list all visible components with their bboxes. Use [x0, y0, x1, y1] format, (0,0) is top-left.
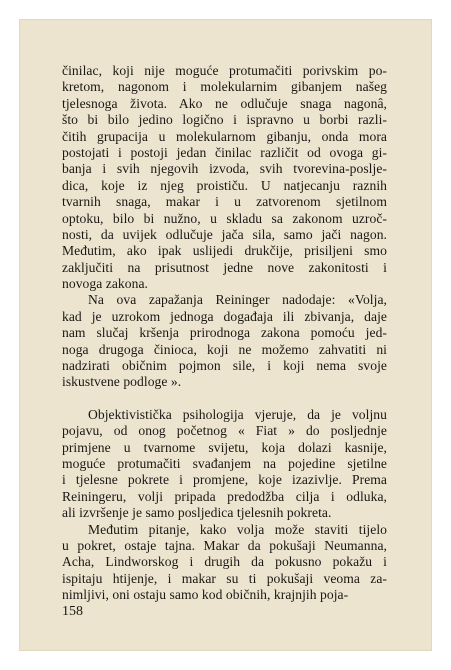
text-line: što bi bilo jedino logično i ispravno u borbi razli- — [62, 112, 387, 128]
text-line: primjene u tvarnome svijetu, koja dolazi kasnije, — [62, 439, 387, 455]
paragraph — [62, 292, 387, 390]
text-line: banja i svih njegovih izvoda, svih tvorevina-poslje- — [62, 161, 387, 177]
text-line: tjelesnoga života. Ako ne odlučuje snaga nagonâ, — [62, 95, 387, 111]
text-line: pojavu, od onog početnog « Fiat » do posljednje — [62, 423, 387, 439]
text-line: činilac, koji nije moguće protumačiti porivskim po- — [62, 63, 387, 78]
text-line: kretom, nagonom i molekularnim gibanjem našeg — [62, 79, 387, 95]
paragraph — [62, 522, 387, 604]
text-line: tvarnih snaga, makar i u zatvorenom sjetilnom — [62, 194, 387, 210]
page-text — [62, 63, 387, 604]
text-line: čitih grupacija u molekularnom gibanju, onda mora — [62, 128, 387, 144]
paragraph — [62, 407, 387, 522]
text-line: ali izvršenje je samo posljedica tjelesnih pokreta. — [62, 505, 332, 521]
text-line: postojati i postoji jedan činilac različit od ovoga gi- — [62, 144, 387, 160]
text-line: noga drugoga činioca, koji ne možemo zahvatiti ni — [62, 341, 387, 357]
text-line: kad je uzrokom jednoga događaja ili zbivanja, daje — [62, 308, 387, 324]
text-line: nimljivi, oni ostaju samo kod običnih, krajnjih poja- — [62, 587, 349, 603]
book-page — [19, 19, 432, 651]
text-line: moguće protumačiti svađanjem na pojedine sjetilne — [62, 455, 387, 471]
text-line: nadzirati običnim pojmon sile, i koji nema svoje — [62, 358, 387, 374]
text-line: i tjelesne pokrete i promjene, koje izazivlje. Prema — [62, 472, 387, 488]
text-line: iskustvene podloge ». — [62, 374, 182, 390]
text-line: Acha, Lindworskog i drugih da pokusno pokažu i — [62, 554, 387, 570]
text-line: nosti, da uvijek odlučuje jača sila, samo jači nagon. — [62, 226, 387, 242]
paragraph — [62, 63, 387, 292]
text-line: optoku, bilo bi nužno, u skladu sa zakonom uzroč- — [62, 210, 387, 226]
text-line: Međutim, ako ipak uslijedi drukčije, prisiljeni smo — [62, 243, 387, 259]
text-line: dica, koje iz njeg proističu. U natjecanju raznih — [62, 177, 387, 193]
text-line: nam slučaj kršenja prirodnoga zakona pomoću jed- — [62, 325, 387, 341]
text-line: Međutim pitanje, kako volja može staviti tijelo — [88, 521, 387, 537]
text-line: zaključiti na prisutnost jedne nove zakonitosti i — [62, 259, 387, 275]
text-line: ispitaju htijenje, i makar su ti pokušaji veoma za- — [62, 570, 387, 586]
text-line: Objektivistička psihologija vjeruje, da je voljnu — [88, 406, 387, 422]
paragraph-gap — [62, 391, 387, 407]
page-number: 158 — [62, 604, 83, 619]
text-line: u pokret, ostaje tajna. Makar da pokušaji Neumanna, — [62, 537, 387, 553]
text-line: Reiningeru, volji pripada predodžba cilja i odluka, — [62, 488, 387, 504]
text-line: novoga zakona. — [62, 276, 149, 292]
text-line: Na ova zapažanja Reininger nadodaje: «Volja, — [88, 292, 387, 308]
